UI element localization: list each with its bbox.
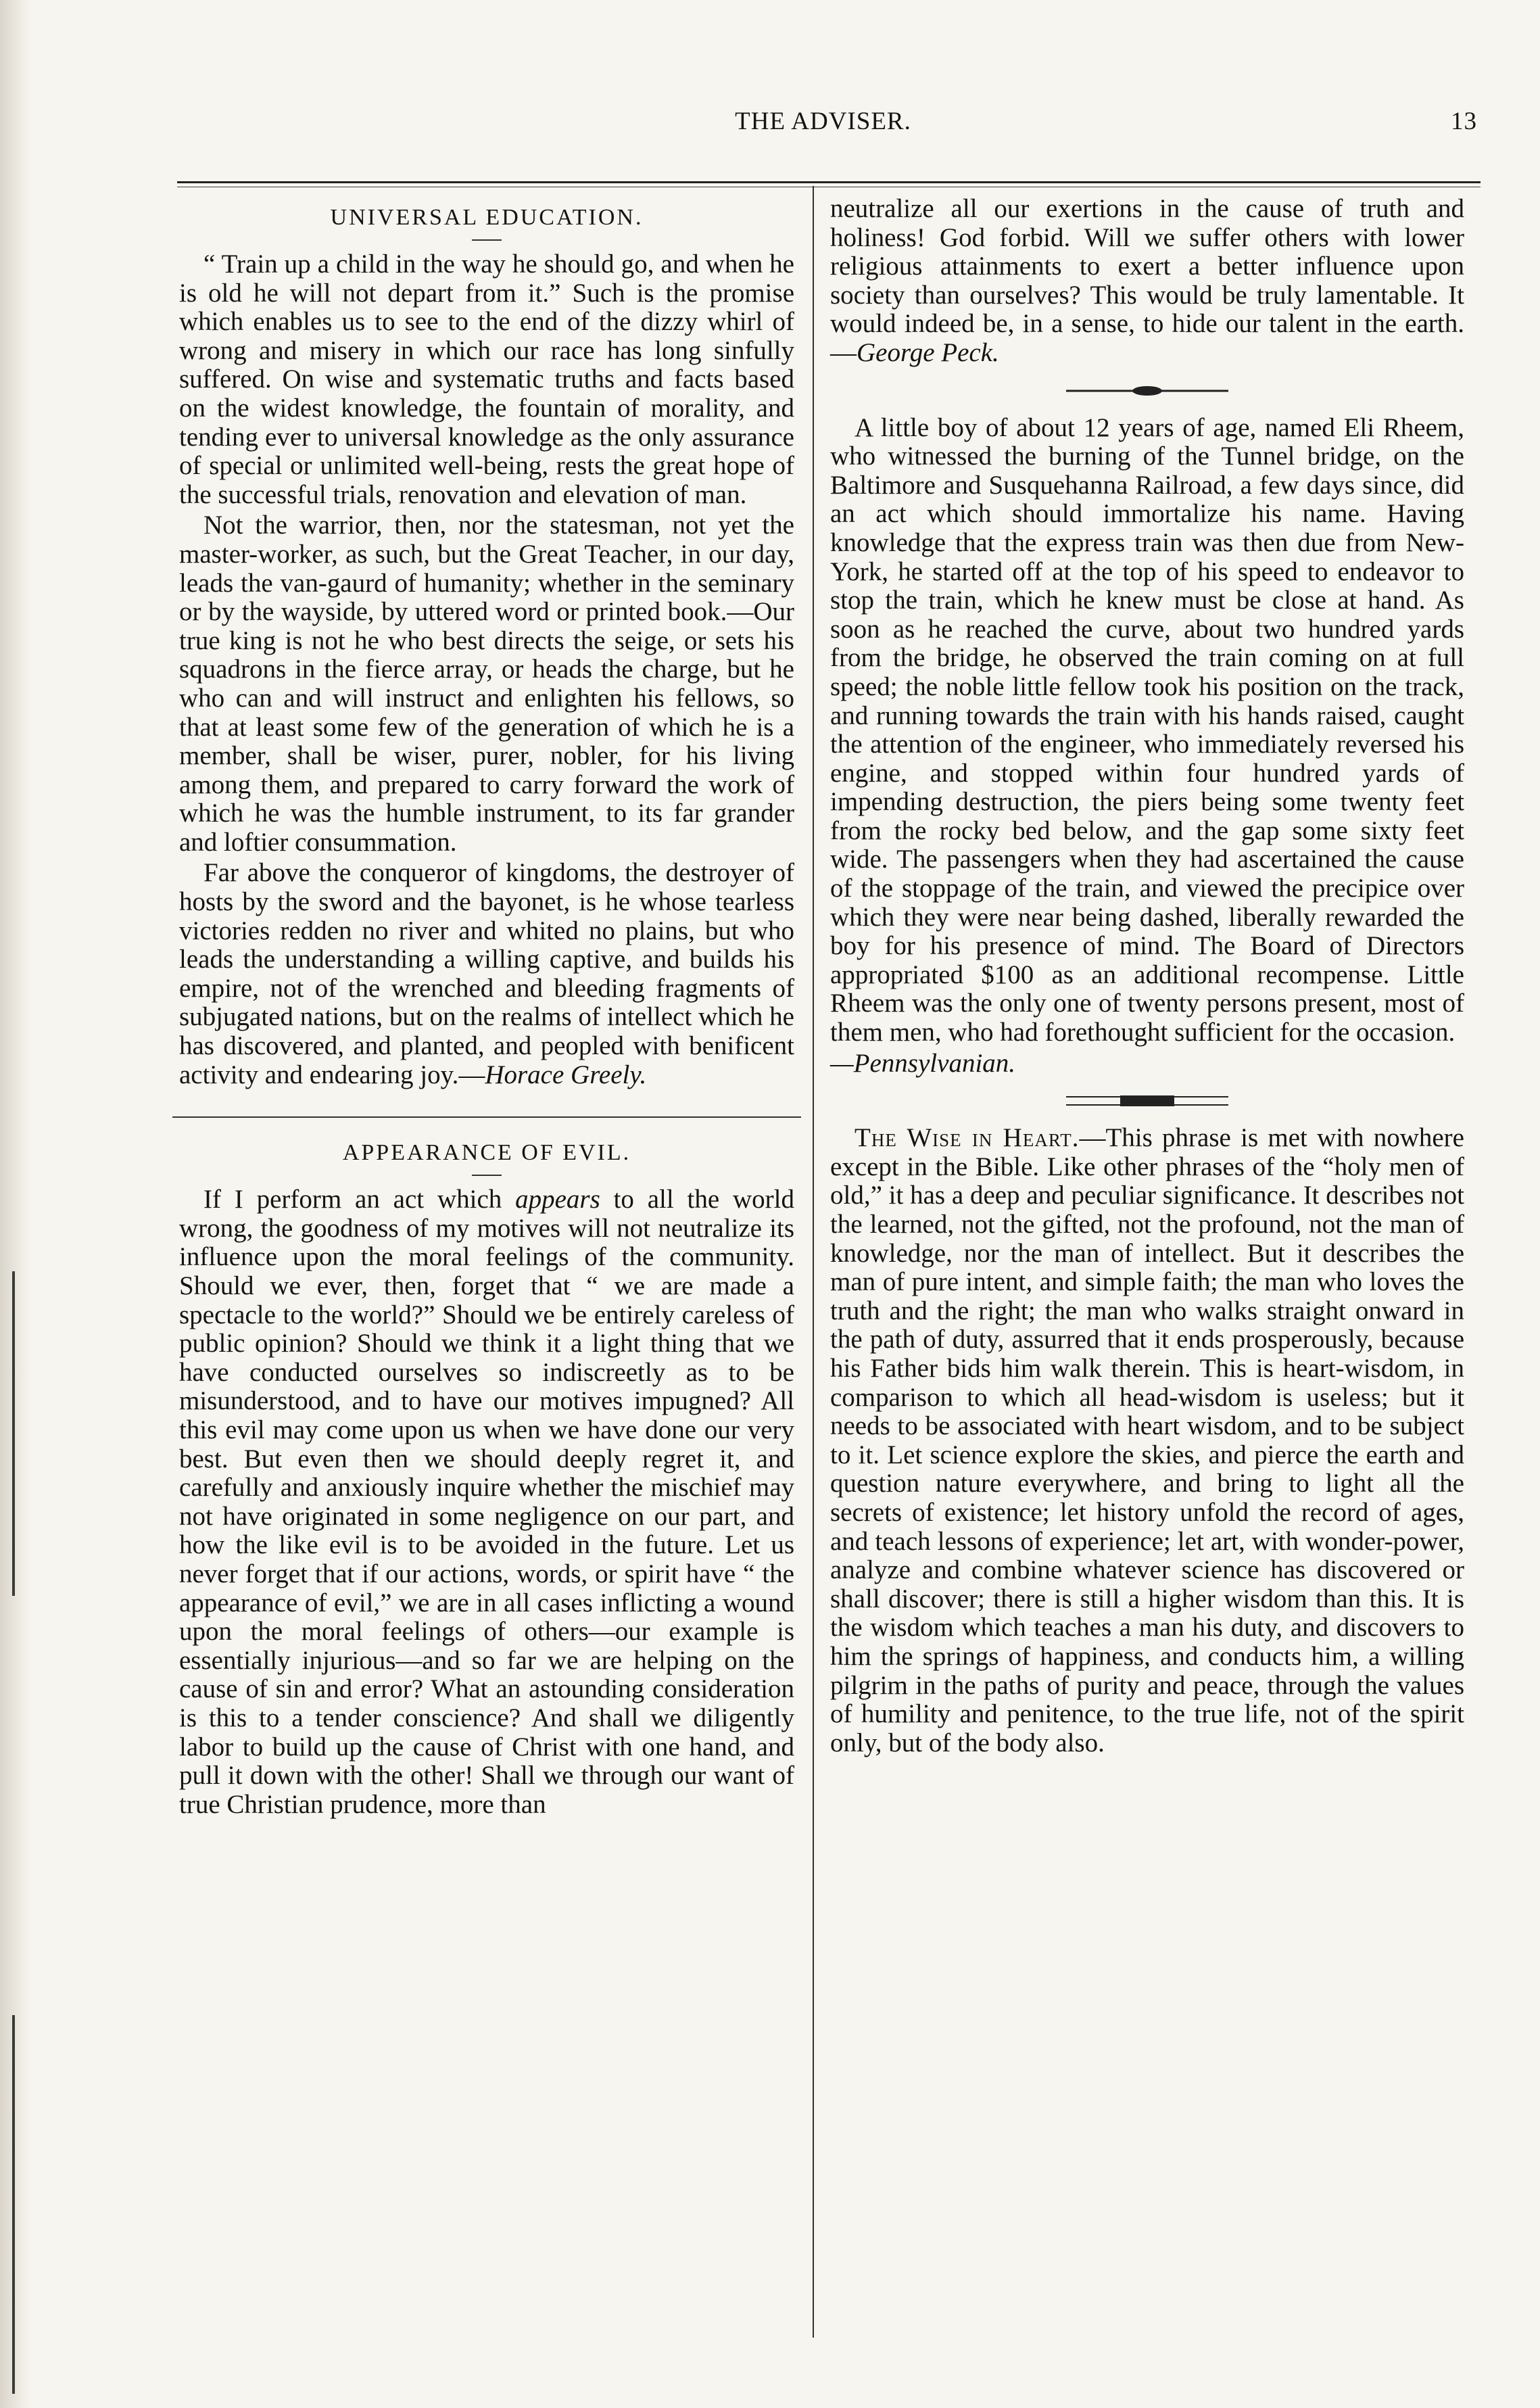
page-number: 13 bbox=[1451, 108, 1477, 135]
heading-appearance-of-evil: APPEARANCE OF EVIL. bbox=[342, 1140, 631, 1166]
attribution: George Peck. bbox=[857, 337, 999, 367]
paragraph-text: Far above the conqueror of kingdoms, the destroyer of hosts by the sword and the bayonet, is he whose tearless victories redden no river and whited no plains, but who leads the understanding a willing captive, and builds his empire, not of the wrenched and bleeding fragments of subjugated nations, but on the realms of intellect which he has discovered, and planted, and peopled with benificent activity and endearing joy.— bbox=[179, 858, 794, 1089]
paragraph: A little boy of about 12 years of age, named Eli Rheem, who witnessed the burning of the Tunnel bridge, on the Baltimore and Susquehanna Railroad, a few days since, did an act which should immortalize his name. Having knowledge that the express train was then due from New-York, he started off at the top of his speed to endeavor to stop the train, which he knew must be close at hand. As soon as he reached the curve, about two hundred yards from the bridge, he observed the train coming on at full speed; the noble little fellow took his position on the track, and running towards the train with his hands raised, caught the attention of the engineer, who immediately reversed his engine, and stopped within four hundred yards of impending destruction, the piers being some twenty feet from the rocky bed below, and the gap some sixty feet wide. The passengers when they had ascertained the cause of the stoppage of the train, and viewed the precipice over which they were near being dashed, liberally rewarded the boy for his presence of mind. The Board of Directors appropriated $100 as an additional recompense. Little Rheem was the only one of twenty persons present, most of them men, who had forethought sufficient for the occasion. bbox=[830, 412, 1464, 1047]
right-column bbox=[830, 195, 1464, 1757]
section-rule bbox=[172, 1116, 801, 1118]
spacer bbox=[179, 1089, 794, 1116]
paragraph bbox=[179, 859, 794, 1089]
paragraph bbox=[830, 1124, 1464, 1757]
binding-mark bbox=[12, 2015, 15, 2394]
header-rule bbox=[177, 181, 1481, 183]
ornament-divider bbox=[1066, 383, 1228, 399]
paragraph bbox=[830, 195, 1464, 368]
paragraph: Not the warrior, then, nor the statesman, not yet the master-worker, as such, but the Great Teacher, in our day, leads the van-gaurd of humanity; whether in the seminary or by the wayside, by uttered word or printed book.—Our true king is not he who best directs the seige, or sets his squadrons in the fierce array, or heads the charge, but he who can and will instruct and enlighten his fellows, so that at least some few of the generation of which he is a member, shall be wiser, purer, nobler, for his living among them, and prepared to carry forward the work of which he was the humble instrument, to its far grander and loftier consummation. bbox=[179, 511, 794, 857]
heading-dash bbox=[472, 1175, 502, 1176]
lead-in: The Wise in Heart. bbox=[855, 1123, 1080, 1153]
ornament-divider bbox=[1066, 1093, 1228, 1109]
emphasis: appears bbox=[515, 1185, 600, 1214]
binding-mark bbox=[12, 1271, 15, 1596]
running-title: THE ADVISER. bbox=[735, 108, 911, 135]
paragraph: “ Train up a child in the way he should go, and when he is old he will not depart from it.” Such is the promise which enables us to see to the end of the dizzy whirl of wrong and misery in which our race has long sinfully suffered. On wise and systematic truths and facts based on the widest knowledge, the fountain of morality, and tending ever to universal knowledge as the only assurance of special or unlimited well-being, rests the great hope of the successful trials, renovation and elevation of man. bbox=[179, 250, 794, 509]
attribution: Horace Greely. bbox=[485, 1060, 647, 1089]
column-divider bbox=[813, 186, 814, 2338]
page-header bbox=[169, 107, 1477, 147]
paragraph-text: neutralize all our exertions in the cause of truth and holiness! God forbid. Will we suffer others with lower religious attainments to exert a better influence upon society than ourselves? This would be truly lamentable. It would indeed be, in a sense, to hide our talent in the earth.— bbox=[830, 194, 1464, 367]
paragraph bbox=[179, 1185, 794, 1819]
paragraph-text: —This phrase is met with nowhere except in the Bible. Like other phrases of the “holy men of old,” it has a deep and peculiar significance. It describes not the learned, not the gifted, not the profound, not the man of knowledge, nor the man of intellect. But it describes the man of pure intent, and simple faith; the man who loves the truth and the right; the man who walks straight onward in the path of duty, assurred that it ends prosperously, because his Father bids him walk therein. This is heart-wisdom, in comparison to which all head-wisdom is useless; but it needs to be associated with heart wisdom, and to be subject to it. Let science explore the skies, and pierce the earth and question nature everywhere, and bring to light all the secrets of existence; let history unfold the record of ages, and teach lessons of experience; let art, with wonder-power, analyze and combine whatever science has discovered or shall discover; there is still a higher wisdom than this. It is the wisdom which teaches a man his duty, and discovers to him the springs of happiness, and conducts him, a willing pilgrim in the paths of purity and peace, through the values of humility and penitence, to the true life, not of the spirit only, but of the body also. bbox=[830, 1123, 1464, 1757]
heading-universal-education: UNIVERSAL EDUCATION. bbox=[330, 205, 644, 230]
left-column bbox=[179, 203, 794, 1819]
paragraph-text: to all the world wrong, the goodness of my motives will not neutralize its influence upon the moral feelings of the community. Should we ever, then, forget that “ we are made a spectacle to the world?” Should we be entirely careless of public opinion? Should we think it a light thing that we have conducted ourselves so indiscreetly as to be misunderstood, and to have our motives impugned? All this evil may come upon us when we have done our very best. But even then we should deeply regret it, and carefully and anxiously inquire whether the mischief may not have originated in some negligence on our part, and how the like evil is to be avoided in the future. Let us never forget that if our actions, words, or spirit have “ the appearance of evil,” we are in all cases inflicting a wound upon the moral feelings of others—our example is essentially injurious—and so far we are helping on the cause of sin and error? What an astounding consideration is this to a tender conscience? And shall we diligently labor to build up the cause of Christ with one hand, and pull it down with the other! Shall we through our want of true Christian prudence, more than bbox=[179, 1185, 794, 1819]
paragraph-text: If I perform an act which bbox=[203, 1185, 516, 1214]
heading-dash bbox=[472, 239, 502, 241]
attribution: —Pennsylvanian. bbox=[830, 1048, 1016, 1078]
scan-edge bbox=[0, 0, 31, 2408]
